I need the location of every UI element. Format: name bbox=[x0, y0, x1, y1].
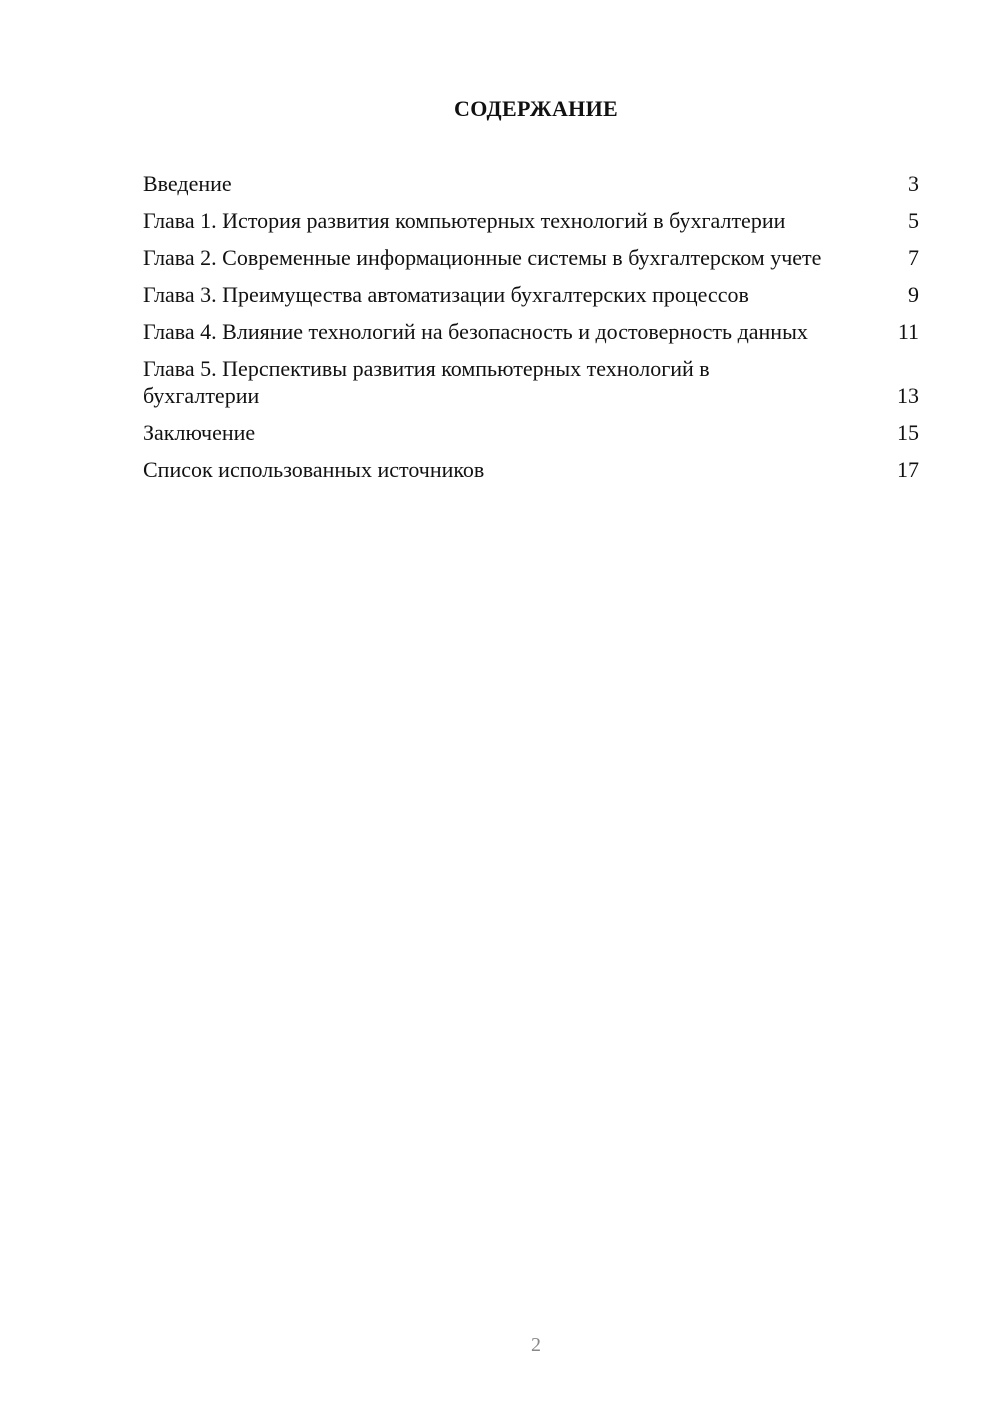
toc-entry-page: 13 bbox=[897, 383, 919, 408]
toc-entry-chapter-5[interactable] bbox=[143, 355, 919, 409]
toc-entry-chapter-1[interactable] bbox=[143, 207, 919, 234]
toc-entry-chapter-3[interactable] bbox=[143, 281, 919, 308]
toc-entry-page: 7 bbox=[908, 245, 919, 270]
toc-title: СОДЕРЖАНИЕ bbox=[454, 96, 618, 121]
toc-entry-introduction[interactable] bbox=[143, 170, 919, 197]
page-number: 2 bbox=[531, 1334, 541, 1356]
toc-entry-text: Глава 5. Перспективы развития компьютерных технологий в бухгалтерии bbox=[143, 356, 710, 408]
toc-entry-text: Глава 3. Преимущества автоматизации бухгалтерских процессов bbox=[143, 282, 749, 307]
toc-entry-conclusion[interactable] bbox=[143, 419, 919, 446]
toc-entry-text: Заключение bbox=[143, 420, 256, 445]
toc-entry-text: Глава 2. Современные информационные системы в бухгалтерском учете bbox=[143, 245, 822, 270]
toc-entry-chapter-4[interactable] bbox=[143, 318, 919, 345]
toc-entry-text: Глава 1. История развития компьютерных технологий в бухгалтерии bbox=[143, 208, 786, 233]
toc-entry-text: Список использованных источников bbox=[143, 457, 485, 482]
toc-entry-references[interactable] bbox=[143, 456, 919, 483]
toc-entry-text: Введение bbox=[143, 171, 232, 196]
toc-entry-page: 3 bbox=[908, 171, 919, 196]
toc-entry-page: 15 bbox=[897, 420, 919, 445]
toc-entry-chapter-2[interactable] bbox=[143, 244, 919, 271]
toc-entry-text: Глава 4. Влияние технологий на безопасность и достоверность данных bbox=[143, 319, 808, 344]
toc-entry-page: 17 bbox=[897, 457, 919, 482]
toc-entry-page: 9 bbox=[908, 282, 919, 307]
toc-entry-page: 5 bbox=[908, 208, 919, 233]
table-of-contents bbox=[143, 170, 919, 493]
toc-entry-page: 11 bbox=[897, 319, 919, 344]
